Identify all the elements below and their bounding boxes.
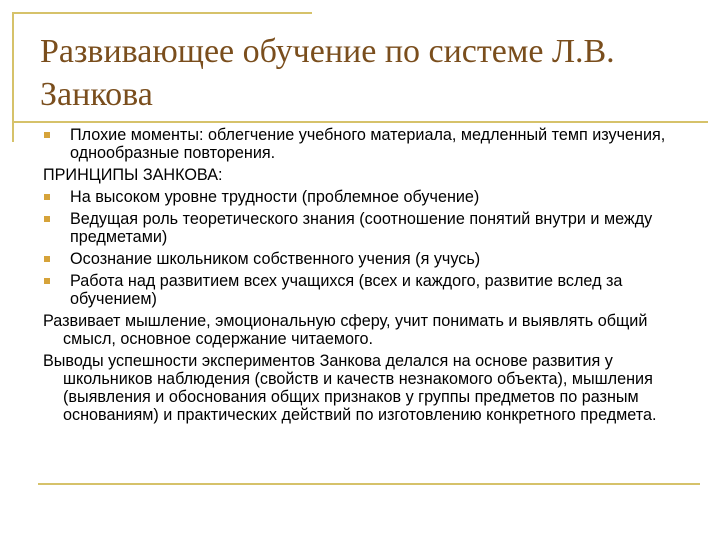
bullet-text: Плохие моменты: облегчение учебного материала, медленный темп изучения, однообразные повторения. bbox=[70, 126, 666, 162]
square-bullet-icon bbox=[44, 132, 50, 138]
slide-body bbox=[43, 126, 693, 428]
bullet-item-self-awareness bbox=[43, 250, 693, 268]
bullet-text: Ведущая роль теоретического знания (соотношение понятий внутри и между предметами) bbox=[70, 210, 653, 246]
square-bullet-icon bbox=[44, 256, 50, 262]
bullet-item-high-difficulty bbox=[43, 188, 693, 206]
bullet-text: Работа над развитием всех учащихся (всех и каждого, развитие вслед за обучением) bbox=[70, 272, 623, 308]
bullet-text: Осознание школьником собственного учения (я учусь) bbox=[70, 250, 481, 268]
slide-title: Развивающее обучение по системе Л.В. Занкова bbox=[40, 33, 615, 113]
bullet-text: На высоком уровне трудности (проблемное обучение) bbox=[70, 188, 480, 206]
square-bullet-icon bbox=[44, 216, 50, 222]
paragraph-develops-thinking: Развивает мышление, эмоциональную сферу, учит понимать и выявлять общий смысл, основное содержание читаемого. bbox=[43, 312, 648, 348]
bullet-item-development-all bbox=[43, 272, 693, 308]
bullet-item-bad-moments bbox=[43, 126, 693, 162]
frame-top-line bbox=[12, 12, 312, 14]
bullet-item-theoretical-knowledge bbox=[43, 210, 693, 246]
bottom-divider bbox=[38, 483, 700, 485]
title-divider bbox=[12, 121, 708, 123]
paragraph-conclusions: Выводы успешности экспериментов Занкова делался на основе развития у школьников наблюдения (свойств и качеств незнакомого объекта), мышления (выявления и обоснования общих признаков у группы предметов по разным основаниям) и практических действий по изготовлению конкретного предмета. bbox=[43, 352, 657, 424]
square-bullet-icon bbox=[44, 194, 50, 200]
square-bullet-icon bbox=[44, 278, 50, 284]
principles-heading: ПРИНЦИПЫ ЗАНКОВА: bbox=[43, 166, 223, 184]
